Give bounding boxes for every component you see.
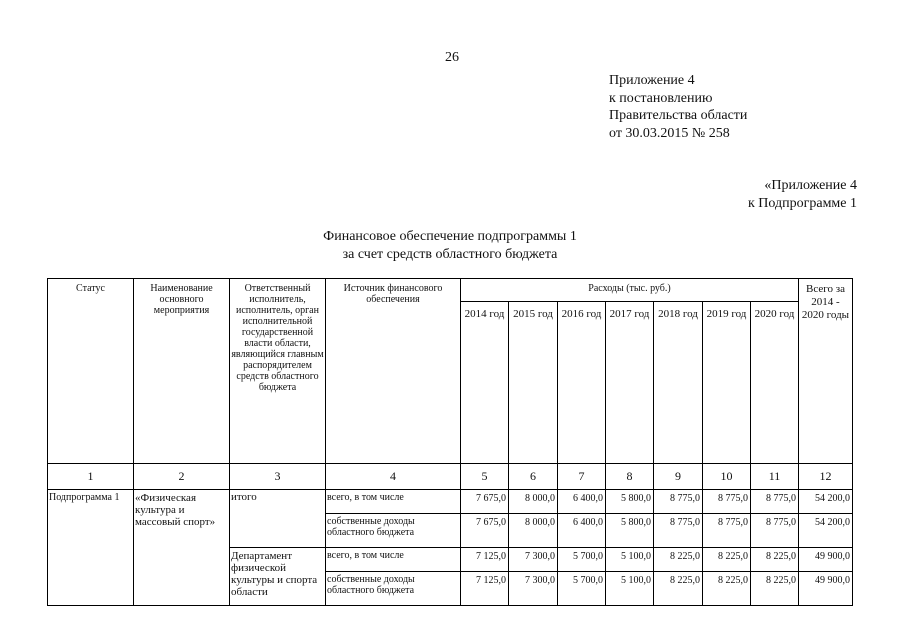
subprogram-appendix-block [748, 177, 857, 213]
total-cell: 54 200,0 [799, 490, 853, 514]
measure-name-cell: «Физическая культура и массовый спорт» [134, 490, 230, 606]
total-cell: 49 900,0 [799, 548, 853, 572]
financing-table [47, 278, 853, 606]
source-cell: собственные доходы областного бюджета [326, 572, 461, 606]
status-cell: Подпрограмма 1 [48, 490, 134, 606]
header-year: 2019 год [703, 302, 751, 464]
header-source: Источник финансового обеспечения [326, 279, 461, 464]
header-year: 2014 год [461, 302, 509, 464]
appendix-line: к Подпрограмме 1 [747, 196, 857, 211]
document-title [250, 228, 650, 264]
source-cell: собственные доходы областного бюджета [326, 514, 461, 548]
value-cell: 8 225,0 [654, 572, 703, 606]
value-cell: 6 400,0 [558, 514, 606, 548]
column-number: 5 [461, 464, 509, 490]
value-cell: 7 300,0 [509, 548, 558, 572]
value-cell: 8 000,0 [509, 514, 558, 548]
value-cell: 8 225,0 [751, 572, 799, 606]
header-year: 2015 год [509, 302, 558, 464]
value-cell: 5 800,0 [606, 490, 654, 514]
value-cell: 8 225,0 [703, 572, 751, 606]
executor-cell: итого [230, 490, 326, 548]
value-cell: 8 775,0 [751, 490, 799, 514]
value-cell: 8 225,0 [654, 548, 703, 572]
title-line: Финансовое обеспечение подпрограммы 1 [323, 229, 577, 244]
column-number: 10 [703, 464, 751, 490]
appendix-line: Приложение 4 [609, 73, 695, 88]
header-executor: Ответственный исполнитель, исполнитель, орган исполнительной государственной власти области, являющийся главным распорядителем средств областного бюджета [230, 279, 326, 464]
source-cell: всего, в том числе [326, 548, 461, 572]
total-cell: 54 200,0 [799, 514, 853, 548]
appendix-line: к постановлению [609, 90, 713, 106]
source-cell: всего, в том числе [326, 490, 461, 514]
column-number: 9 [654, 464, 703, 490]
value-cell: 7 675,0 [461, 490, 509, 514]
value-cell: 7 300,0 [509, 572, 558, 606]
header-year: 2020 год [751, 302, 799, 464]
table-row [48, 490, 853, 514]
value-cell: 8 225,0 [751, 548, 799, 572]
executor-cell: Департамент физической культуры и спорта области [230, 548, 326, 606]
column-number: 8 [606, 464, 654, 490]
value-cell: 7 125,0 [461, 548, 509, 572]
appendix-line: от 30.03.2015 № 258 [609, 125, 730, 141]
header-total: Всего за 2014 - 2020 годы [799, 279, 853, 464]
column-number: 4 [326, 464, 461, 490]
value-cell: 5 700,0 [558, 572, 606, 606]
value-cell: 8 775,0 [654, 514, 703, 548]
header-year: 2018 год [654, 302, 703, 464]
value-cell: 8 000,0 [509, 490, 558, 514]
header-year: 2017 год [606, 302, 654, 464]
header-expenses: Расходы (тыс. руб.) [461, 279, 799, 302]
appendix-line: «Приложение 4 [764, 178, 857, 193]
column-number: 11 [751, 464, 799, 490]
value-cell: 5 700,0 [558, 548, 606, 572]
value-cell: 5 100,0 [606, 572, 654, 606]
value-cell: 5 100,0 [606, 548, 654, 572]
title-line: за счет средств областного бюджета [342, 247, 558, 262]
value-cell: 7 675,0 [461, 514, 509, 548]
value-cell: 7 125,0 [461, 572, 509, 606]
column-number: 7 [558, 464, 606, 490]
value-cell: 5 800,0 [606, 514, 654, 548]
header-name: Наименование основного мероприятия [134, 279, 230, 464]
column-number: 12 [799, 464, 853, 490]
header-status: Статус [48, 279, 134, 464]
column-number: 2 [134, 464, 230, 490]
value-cell: 8 775,0 [703, 514, 751, 548]
value-cell: 8 775,0 [654, 490, 703, 514]
header-year: 2016 год [558, 302, 606, 464]
value-cell: 8 775,0 [703, 490, 751, 514]
value-cell: 8 775,0 [751, 514, 799, 548]
appendix-line: Правительства области [609, 108, 748, 123]
total-cell: 49 900,0 [799, 572, 853, 606]
value-cell: 8 225,0 [703, 548, 751, 572]
page-number: 26 [445, 50, 459, 65]
column-number: 3 [230, 464, 326, 490]
value-cell: 6 400,0 [558, 490, 606, 514]
column-number: 6 [509, 464, 558, 490]
appendix-block [609, 72, 747, 142]
column-number: 1 [48, 464, 134, 490]
